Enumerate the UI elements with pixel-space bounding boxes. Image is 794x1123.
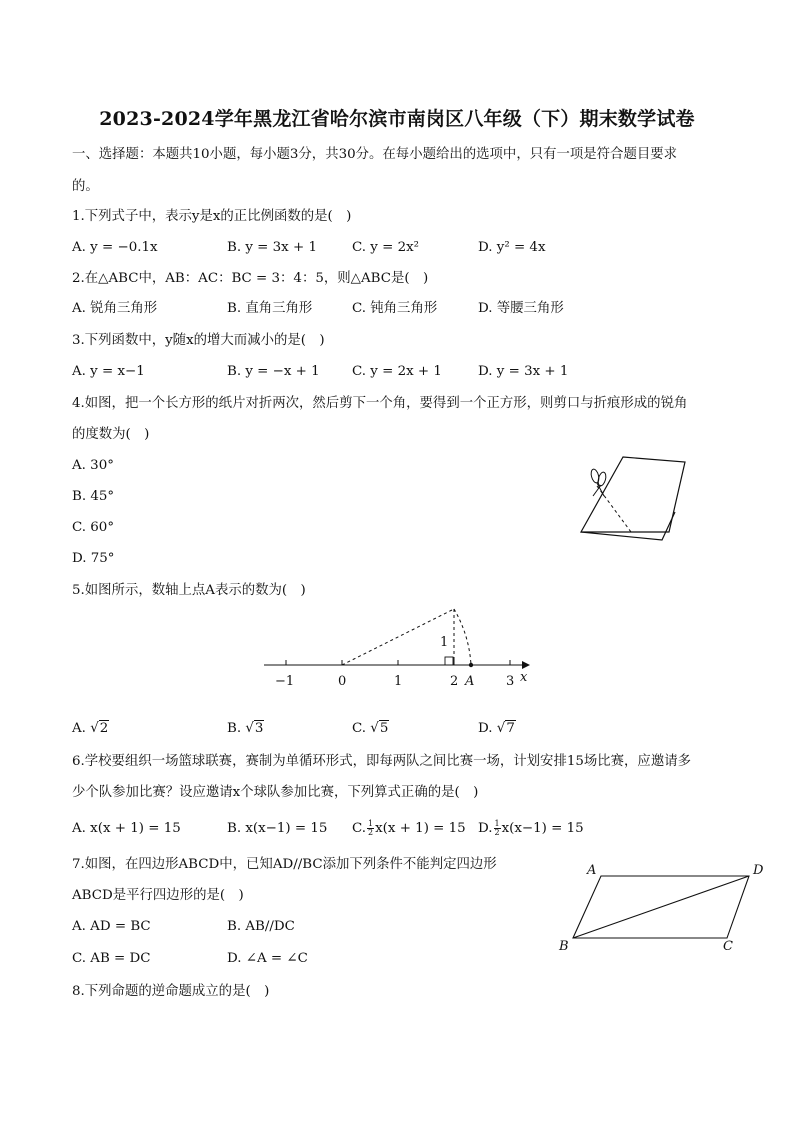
q7-option-a: A. AD = BC <box>72 919 151 934</box>
q3-stem: 3.下列函数中，y随x的增大而减小的是( ) <box>72 333 325 348</box>
q2-option-a: A. 锐角三角形 <box>72 301 158 316</box>
q6-stem-line2: 少个队参加比赛？设应邀请x个球队参加比赛，下列算式正确的是( ) <box>72 785 479 800</box>
q4-option-d: D. 75° <box>72 551 115 566</box>
q1-option-a: A. y = −0.1x <box>72 240 158 255</box>
hypotenuse <box>342 609 454 665</box>
tick-label-1: 1 <box>394 674 403 689</box>
q4-option-a: A. 30° <box>72 458 114 473</box>
axis-arrowhead <box>522 661 530 669</box>
diagonal-bd <box>573 876 749 938</box>
point-a <box>469 663 473 667</box>
q2-stem: 2.在△ABC中，AB：AC：BC = 3：4：5，则△ABC是( ) <box>72 271 429 286</box>
q7-option-b: B. AB//DC <box>227 919 295 934</box>
q4-stem-line2: 的度数为( ) <box>72 427 150 442</box>
q6-stem-line1: 6.学校要组织一场篮球联赛，赛制为单循环形式，即每两队之间比赛一场，计划安排15场比赛，应邀请多 <box>72 754 691 769</box>
paper-folded-corner <box>581 512 675 540</box>
tick-label-0: 0 <box>338 674 347 689</box>
vertex-a-label: A <box>587 863 597 878</box>
vertex-c-label: C <box>723 939 733 954</box>
q6-option-d: D. $\frac{1}{2}$ x(x−1) = 15 <box>478 819 584 837</box>
q7-stem-line2: ABCD是平行四边形的是( ) <box>72 888 244 903</box>
q3-option-d: D. y = 3x + 1 <box>478 364 569 379</box>
tick-label-3: 3 <box>506 674 515 689</box>
point-a-label: A <box>465 674 475 689</box>
tick-label-minus1: −1 <box>275 674 295 689</box>
vertex-b-label: B <box>559 939 569 954</box>
q3-option-c: C. y = 2x + 1 <box>352 364 442 379</box>
q7-option-c: C. AB = DC <box>72 951 151 966</box>
q4-option-b: B. 45° <box>72 489 115 504</box>
height-label: 1 <box>440 635 449 650</box>
q8-stem: 8.下列命题的逆命题成立的是( ) <box>72 984 270 999</box>
section-instruction-line2: 的。 <box>72 179 99 194</box>
q6-option-b: B. x(x−1) = 15 <box>227 821 328 836</box>
q5-option-a: A. √2 <box>72 721 109 736</box>
q7-option-d: D. ∠A = ∠C <box>227 951 308 966</box>
paper-sheet <box>581 457 685 532</box>
q5-number-line-figure <box>262 600 542 695</box>
q4-stem-line1: 4.如图，把一个长方形的纸片对折两次，然后剪下一个角，要得到一个正方形，则剪口与折痕形成的锐角 <box>72 396 688 411</box>
section-instruction-line1: 一、选择题：本题共10小题，每小题3分，共30分。在每小题给出的选项中，只有一项是符合题目要求 <box>72 147 678 162</box>
axis-label-x: x <box>520 670 528 685</box>
scissors-icon <box>590 468 607 496</box>
q4-option-c: C. 60° <box>72 520 115 535</box>
q4-folded-paper-figure <box>575 452 695 552</box>
q7-parallelogram-figure <box>555 858 770 958</box>
q6-option-a: A. x(x + 1) = 15 <box>72 821 181 836</box>
q1-option-b: B. y = 3x + 1 <box>227 240 317 255</box>
q1-stem: 1.下列式子中，表示y是x的正比例函数的是( ) <box>72 209 352 224</box>
q5-option-c: C. √5 <box>352 721 389 736</box>
right-angle-mark <box>445 657 453 665</box>
q2-option-d: D. 等腰三角形 <box>478 301 564 316</box>
q3-option-b: B. y = −x + 1 <box>227 364 320 379</box>
exam-title: 2023-2024学年黑龙江省哈尔滨市南岗区八年级（下）期末数学试卷 <box>99 108 695 130</box>
q5-option-d: D. √7 <box>478 721 515 736</box>
q1-option-c: C. y = 2x² <box>352 240 420 255</box>
axis-ticks <box>286 660 510 665</box>
q6-option-c: C. $\frac{1}{2}$ x(x + 1) = 15 <box>352 819 466 837</box>
tick-label-2: 2 <box>450 674 459 689</box>
q2-option-c: C. 钝角三角形 <box>352 301 438 316</box>
compass-arc <box>454 609 471 665</box>
q5-stem: 5.如图所示，数轴上点A表示的数为( ) <box>72 583 306 598</box>
q5-option-b: B. √3 <box>227 721 264 736</box>
q7-stem-line1: 7.如图，在四边形ABCD中，已知AD//BC添加下列条件不能判定四边形 <box>72 857 497 872</box>
vertex-d-label: D <box>753 863 764 878</box>
q1-option-d: D. y² = 4x <box>478 240 546 255</box>
q2-option-b: B. 直角三角形 <box>227 301 313 316</box>
q3-option-a: A. y = x−1 <box>72 364 145 379</box>
